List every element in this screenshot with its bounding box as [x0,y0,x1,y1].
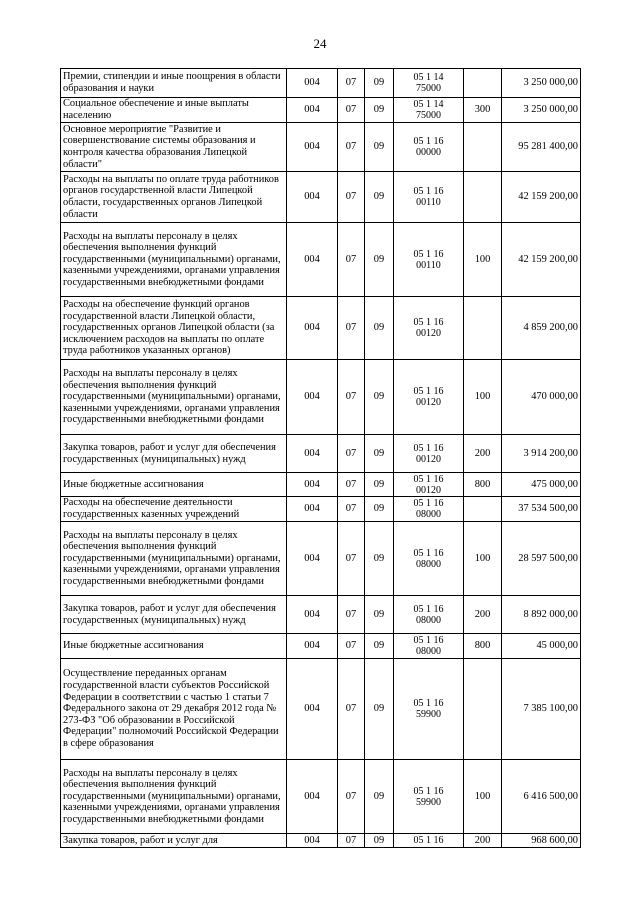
amount-cell: 968 600,00 [502,834,581,848]
section-code-cell: 07 [338,69,365,98]
expense-type-cell [464,123,502,172]
target-article-line: 00000 [416,147,441,158]
target-article-cell [394,223,464,297]
expense-name-cell: Расходы на обеспечение функций органов государственной власти Липецкой области, государственных органов Липецкой области (за исключением расходов на выплаты по оплате труда работников указанных органов) [61,297,287,360]
subsection-code-cell: 09 [365,98,394,123]
section-code-cell: 07 [338,596,365,634]
admin-code-cell: 004 [287,473,338,497]
expense-type-cell [464,659,502,760]
expense-type-cell: 800 [464,473,502,497]
admin-code-cell: 004 [287,634,338,659]
section-code-cell: 07 [338,659,365,760]
amount-cell: 28 597 500,00 [502,522,581,596]
table-row [61,360,581,435]
admin-code-cell: 004 [287,223,338,297]
admin-code-cell: 004 [287,522,338,596]
target-article-line: 05 1 16 [413,442,444,454]
expense-name-cell: Расходы на обеспечение деятельности государственных казенных учреждений [61,497,287,522]
expense-type-cell: 100 [464,223,502,297]
amount-cell: 7 385 100,00 [502,659,581,760]
section-code-cell: 07 [338,223,365,297]
subsection-code-cell: 09 [365,69,394,98]
section-code-cell: 07 [338,473,365,497]
target-article-cell [394,522,464,596]
expense-name-cell: Расходы на выплаты персоналу в целях обеспечения выполнения функций государственными (муниципальными) органами, казенными учреждениями, органами управления государственными внебюджетными фондами [61,360,287,435]
target-article-cell [394,834,464,848]
target-article-line: 05 1 16 [413,248,444,260]
target-article-cell [394,297,464,360]
target-article-line: 05 1 16 [413,698,444,709]
section-code-cell: 07 [338,123,365,172]
page-number: 24 [313,36,327,51]
target-article-cell [394,172,464,223]
section-code-cell: 07 [338,435,365,473]
subsection-code-cell: 09 [365,659,394,760]
amount-cell: 45 000,00 [502,634,581,659]
target-article-cell [394,123,464,172]
admin-code-cell: 004 [287,760,338,834]
admin-code-cell: 004 [287,659,338,760]
subsection-code-cell: 09 [365,123,394,172]
expense-type-cell: 100 [464,522,502,596]
target-article-line: 05 1 16 [413,785,444,797]
table-row [61,497,581,522]
subsection-code-cell: 09 [365,172,394,223]
table-row [61,522,581,596]
target-article-cell [394,98,464,123]
target-article-cell [394,596,464,634]
target-article-cell [394,659,464,760]
table-row [61,123,581,172]
target-article-cell [394,435,464,473]
expense-name-cell: Расходы на выплаты персоналу в целях обеспечения выполнения функций государственными (муниципальными) органами, казенными учреждениями, органами управления государственными внебюджетными фондами [61,522,287,596]
target-article-line: 08000 [416,614,441,626]
expense-type-cell: 800 [464,634,502,659]
target-article-line: 05 1 16 [413,498,444,509]
table-row [61,634,581,659]
expense-type-cell: 100 [464,360,502,435]
target-article-line: 05 1 16 [413,136,444,147]
expense-type-cell [464,69,502,98]
expense-name-cell: Закупка товаров, работ и услуг для обеспечения государственных (муниципальных) нужд [61,596,287,634]
target-article-line: 59900 [416,796,441,808]
target-article-line: 59900 [416,709,441,720]
section-code-cell: 07 [338,297,365,360]
subsection-code-cell: 09 [365,360,394,435]
expense-type-cell: 200 [464,435,502,473]
table-row [61,69,581,98]
subsection-code-cell: 09 [365,634,394,659]
admin-code-cell: 004 [287,596,338,634]
amount-cell: 95 281 400,00 [502,123,581,172]
target-article-cell [394,634,464,659]
target-article-line: 00110 [416,259,441,271]
target-article-line: 08000 [416,558,441,570]
target-article-cell [394,473,464,497]
target-article-line: 05 1 16 [413,473,444,485]
budget-table [60,68,581,848]
expense-type-cell: 100 [464,760,502,834]
target-article-line: 05 1 14 [413,99,444,110]
table-row [61,223,581,297]
expense-name-cell: Закупка товаров, работ и услуг для обеспечения государственных (муниципальных) нужд [61,435,287,473]
amount-cell: 6 416 500,00 [502,760,581,834]
admin-code-cell: 004 [287,435,338,473]
table-row [61,596,581,634]
expense-type-cell: 200 [464,834,502,848]
expense-name-cell: Расходы на выплаты персоналу в целях обеспечения выполнения функций государственными (муниципальными) органами, казенными учреждениями, органами управления государственными внебюджетными фондами [61,223,287,297]
subsection-code-cell: 09 [365,760,394,834]
target-article-line: 00120 [416,453,441,465]
target-article-line: 05 1 14 [413,72,444,83]
expense-type-cell [464,172,502,223]
table-row [61,172,581,223]
amount-cell: 37 534 500,00 [502,497,581,522]
target-article-line: 00120 [416,328,441,339]
target-article-line: 00120 [416,397,441,408]
section-code-cell: 07 [338,98,365,123]
section-code-cell: 07 [338,522,365,596]
admin-code-cell: 004 [287,98,338,123]
expense-type-cell: 200 [464,596,502,634]
target-article-line: 05 1 16 [413,386,444,397]
target-article-cell [394,497,464,522]
subsection-code-cell: 09 [365,522,394,596]
table-row [61,98,581,123]
target-article-line: 05 1 16 [413,835,444,846]
admin-code-cell: 004 [287,123,338,172]
amount-cell: 3 914 200,00 [502,435,581,473]
target-article-line: 05 1 16 [413,603,444,615]
expense-type-cell: 300 [464,98,502,123]
expense-name-cell: Иные бюджетные ассигнования [61,473,287,497]
admin-code-cell: 004 [287,69,338,98]
target-article-line: 00120 [416,484,441,496]
expense-name-cell: Расходы на выплаты персоналу в целях обеспечения выполнения функций государственными (муниципальными) органами, казенными учреждениями, органами управления государственными внебюджетными фондами [61,760,287,834]
expense-name-cell: Социальное обеспечение и иные выплаты населению [61,98,287,123]
expense-type-cell [464,497,502,522]
section-code-cell: 07 [338,834,365,848]
expense-name-cell: Иные бюджетные ассигнования [61,634,287,659]
target-article-cell [394,360,464,435]
amount-cell: 8 892 000,00 [502,596,581,634]
target-article-line: 05 1 16 [413,317,444,328]
subsection-code-cell: 09 [365,297,394,360]
table-row [61,297,581,360]
target-article-line: 75000 [416,83,441,94]
target-article-line: 05 1 16 [413,635,444,646]
expense-name-cell: Расходы на выплаты по оплате труда работников органов государственной власти Липецкой области, государственных органов Липецкой области [61,172,287,223]
target-article-line: 05 1 16 [413,186,444,197]
section-code-cell: 07 [338,360,365,435]
target-article-line: 08000 [416,509,441,520]
expense-name-cell: Осуществление переданных органам государственной власти субъектов Российской Федерации в соответствии с частью 1 статьи 7 Федерального закона от 29 декабря 2012 года № 273-ФЗ "Об образовании в Российской Федерации" полномочий Российской Федерации в сфере образования [61,659,287,760]
table-row [61,834,581,848]
target-article-cell [394,760,464,834]
subsection-code-cell: 09 [365,435,394,473]
table-row [61,760,581,834]
section-code-cell: 07 [338,760,365,834]
table-body [61,69,581,848]
subsection-code-cell: 09 [365,497,394,522]
target-article-line: 75000 [416,110,441,121]
subsection-code-cell: 09 [365,223,394,297]
target-article-line: 08000 [416,646,441,657]
target-article-line: 00110 [416,197,441,208]
admin-code-cell: 004 [287,497,338,522]
table-row [61,435,581,473]
table-row [61,659,581,760]
amount-cell: 42 159 200,00 [502,172,581,223]
expense-type-cell [464,297,502,360]
amount-cell: 475 000,00 [502,473,581,497]
section-code-cell: 07 [338,634,365,659]
expense-name-cell: Основное мероприятие "Развитие и совершенствование системы образования и контроля качества образования Липецкой области" [61,123,287,172]
amount-cell: 3 250 000,00 [502,69,581,98]
amount-cell: 3 250 000,00 [502,98,581,123]
admin-code-cell: 004 [287,834,338,848]
amount-cell: 4 859 200,00 [502,297,581,360]
amount-cell: 470 000,00 [502,360,581,435]
section-code-cell: 07 [338,172,365,223]
subsection-code-cell: 09 [365,596,394,634]
amount-cell: 42 159 200,00 [502,223,581,297]
expense-name-cell: Закупка товаров, работ и услуг для [61,834,287,848]
target-article-cell [394,69,464,98]
table-row [61,473,581,497]
subsection-code-cell: 09 [365,834,394,848]
target-article-line: 05 1 16 [413,547,444,559]
admin-code-cell: 004 [287,297,338,360]
expense-name-cell: Премии, стипендии и иные поощрения в области образования и науки [61,69,287,98]
admin-code-cell: 004 [287,360,338,435]
section-code-cell: 07 [338,497,365,522]
subsection-code-cell: 09 [365,473,394,497]
admin-code-cell: 004 [287,172,338,223]
